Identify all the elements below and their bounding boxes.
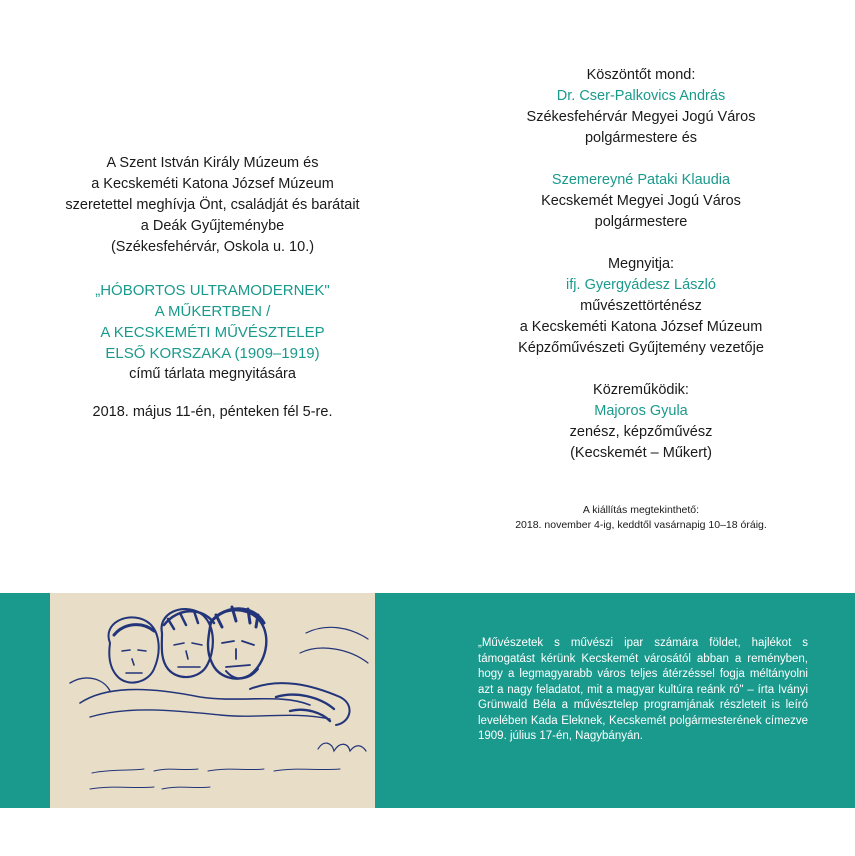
opener-name: ifj. Gyergyádesz László [566,277,716,293]
contrib-role: (Kecskemét – Műkert) [570,445,712,461]
event-date: 2018. május 11-én, pénteken fél 5-re. [92,404,333,420]
visiting-dates: 2018. november 4-ig, keddtől vasárnapig 10–18 óráig. [515,519,767,531]
spacer [455,233,827,254]
exhibition-subtitle: című tárlata megnyitására [129,366,296,382]
title-line: A KECSKEMÉTI MŰVÉSZTELEP [100,324,325,341]
opening-label: Megnyitja: [607,256,675,272]
visiting-label: A kiállítás megtekinthető: [582,504,700,516]
intro-line: a Deák Gyűjteménybe [140,218,285,234]
visiting-hours [455,503,827,533]
opener-role: művészettörténész [580,298,702,314]
opener-role: a Kecskeméti Katona József Múzeum [519,319,763,335]
sketch-image [50,593,375,808]
speaker2-role: Kecskemét Megyei Jogú Város [541,193,741,209]
program-block [455,65,827,464]
sketch-drawing [50,593,375,808]
contrib-role: zenész, képzőművész [569,424,713,440]
exhibition-title [40,280,385,385]
opener-role: Képzőművészeti Gyűjtemény vezetője [518,340,764,356]
intro-line: szeretettel meghívja Önt, családját és barátait [65,197,360,213]
speaker2-name: Szemereyné Pataki Klaudia [551,172,731,188]
greeting-label: Köszöntőt mond: [586,67,696,83]
intro-line: a Kecskeméti Katona József Múzeum [91,176,334,192]
title-line: „HÓBORTOS ULTRAMODERNEK" [95,282,330,299]
speaker1-role: Székesfehérvár Megyei Jogú Város [526,109,756,125]
intro-text [40,153,385,258]
quote-text: „Művészetek s művészi ipar számára földet, hajlékot s támogatást kérünk Kecskemét városától abban a reményben, hogy a legmagyarabb város teljes átérzéssel fogja méltányolni azt a nagy feladatot, mit a magyar kultúra reánk ró" – írta Iványi Grünwald Béla a művésztelep programjának részleteit is leíró levelében Kada Eleknek, Kecskemét polgármesterének címezve 1909. július 17-én, Nagybányán. [478,637,808,742]
spacer [455,149,827,170]
speaker1-name: Dr. Cser-Palkovics András [556,88,726,104]
intro-line: A Szent István Király Múzeum és [106,155,319,171]
title-line: ELSŐ KORSZAKA (1909–1919) [105,345,320,362]
spacer [455,359,827,380]
contrib-name: Majoros Gyula [594,403,688,419]
speaker1-role: polgármestere és [584,130,698,146]
invitation-block [40,153,385,423]
title-line: A MŰKERTBEN / [154,303,271,320]
speaker2-role: polgármestere [594,214,688,230]
intro-line: (Székesfehérvár, Oskola u. 10.) [110,239,315,255]
contrib-label: Közreműködik: [593,382,689,398]
